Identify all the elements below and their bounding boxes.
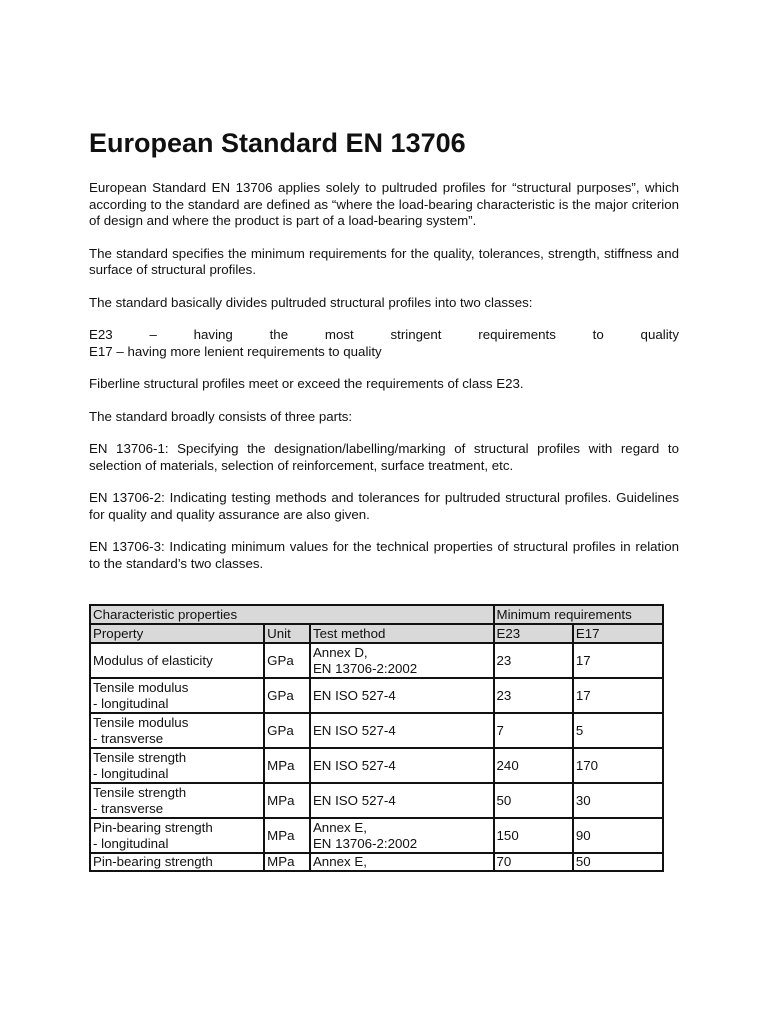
cell-e17: 30 [573,783,663,818]
cell-unit: GPa [264,643,310,678]
cell-e17: 170 [573,748,663,783]
cell-e17: 50 [573,853,663,871]
cell-property: Tensile strength - longitudinal [90,748,264,783]
class-e23: E23 – having the most stringent requirements to quality [89,327,679,342]
cell-property: Tensile modulus - transverse [90,713,264,748]
cell-e23: 23 [494,678,573,713]
table-group-header-row [90,605,663,624]
specifies-paragraph: The standard specifies the minimum requirements for the quality, tolerances, strength, stiffness and surface of structural profiles. [89,245,679,277]
table-header-row [90,624,663,643]
cell-e23: 7 [494,713,573,748]
cell-property: Pin-bearing strength - longitudinal [90,818,264,853]
group-header-characteristic: Characteristic properties [90,605,494,624]
class-e17: E17 – having more lenient requirements to quality [89,343,382,359]
part-2-paragraph: EN 13706-2: Indicating testing methods and tolerances for pultruded structural profiles. Guidelines for quality and quality assurance are also given. [89,490,679,522]
header-test-method: Test method [310,624,494,643]
cell-unit: GPa [264,713,310,748]
fiberline-paragraph: Fiberline structural profiles meet or exceed the requirements of class E23. [89,376,524,391]
cell-unit: MPa [264,818,310,853]
cell-property: Tensile strength - transverse [90,783,264,818]
document-page [89,126,679,588]
part-3-paragraph: EN 13706-3: Indicating minimum values for the technical properties of structural profiles in relation to the standard’s two classes. [89,539,679,571]
parts-intro-paragraph: The standard broadly consists of three parts: [89,408,353,424]
classes-intro-paragraph: The standard basically divides pultruded structural profiles into two classes: [89,294,533,310]
table-row [90,853,663,871]
intro-paragraph: European Standard EN 13706 applies solely to pultruded profiles for “structural purposes”, which according to the standard are defined as “where the load-bearing characteristic is the major criterion of design and where the product is part of a load-bearing system”. [89,180,679,228]
cell-e23: 23 [494,643,573,678]
part-1-paragraph: EN 13706-1: Specifying the designation/labelling/marking of structural profiles with regard to selection of materials, selection of reinforcement, surface treatment, etc. [89,441,679,473]
table-row [90,783,663,818]
table-row [90,818,663,853]
table-row [90,643,663,678]
header-e23: E23 [494,624,573,643]
cell-e23: 150 [494,818,573,853]
cell-test-method: EN ISO 527-4 [310,678,494,713]
table-body [90,643,663,871]
table-row [90,748,663,783]
page-title: European Standard EN 13706 [89,128,466,158]
cell-unit: GPa [264,678,310,713]
header-e17: E17 [573,624,663,643]
cell-e17: 17 [573,643,663,678]
cell-test-method: EN ISO 527-4 [310,783,494,818]
cell-e17: 5 [573,713,663,748]
cell-test-method: Annex E, EN 13706-2:2002 [310,818,494,853]
cell-test-method: EN ISO 527-4 [310,748,494,783]
cell-unit: MPa [264,748,310,783]
cell-e23: 70 [494,853,573,871]
cell-property: Modulus of elasticity [90,643,264,678]
table-row [90,713,663,748]
table-row [90,678,663,713]
cell-e17: 17 [573,678,663,713]
cell-property: Pin-bearing strength [90,853,264,871]
class-list [89,327,679,360]
header-unit: Unit [264,624,310,643]
group-header-minimum: Minimum requirements [494,605,663,624]
requirements-table [89,604,664,872]
cell-unit: MPa [264,853,310,871]
cell-e17: 90 [573,818,663,853]
cell-e23: 50 [494,783,573,818]
cell-property: Tensile modulus - longitudinal [90,678,264,713]
cell-test-method: Annex D, EN 13706-2:2002 [310,643,494,678]
cell-test-method: Annex E, [310,853,494,871]
cell-e23: 240 [494,748,573,783]
cell-unit: MPa [264,783,310,818]
cell-test-method: EN ISO 527-4 [310,713,494,748]
header-property: Property [90,624,264,643]
